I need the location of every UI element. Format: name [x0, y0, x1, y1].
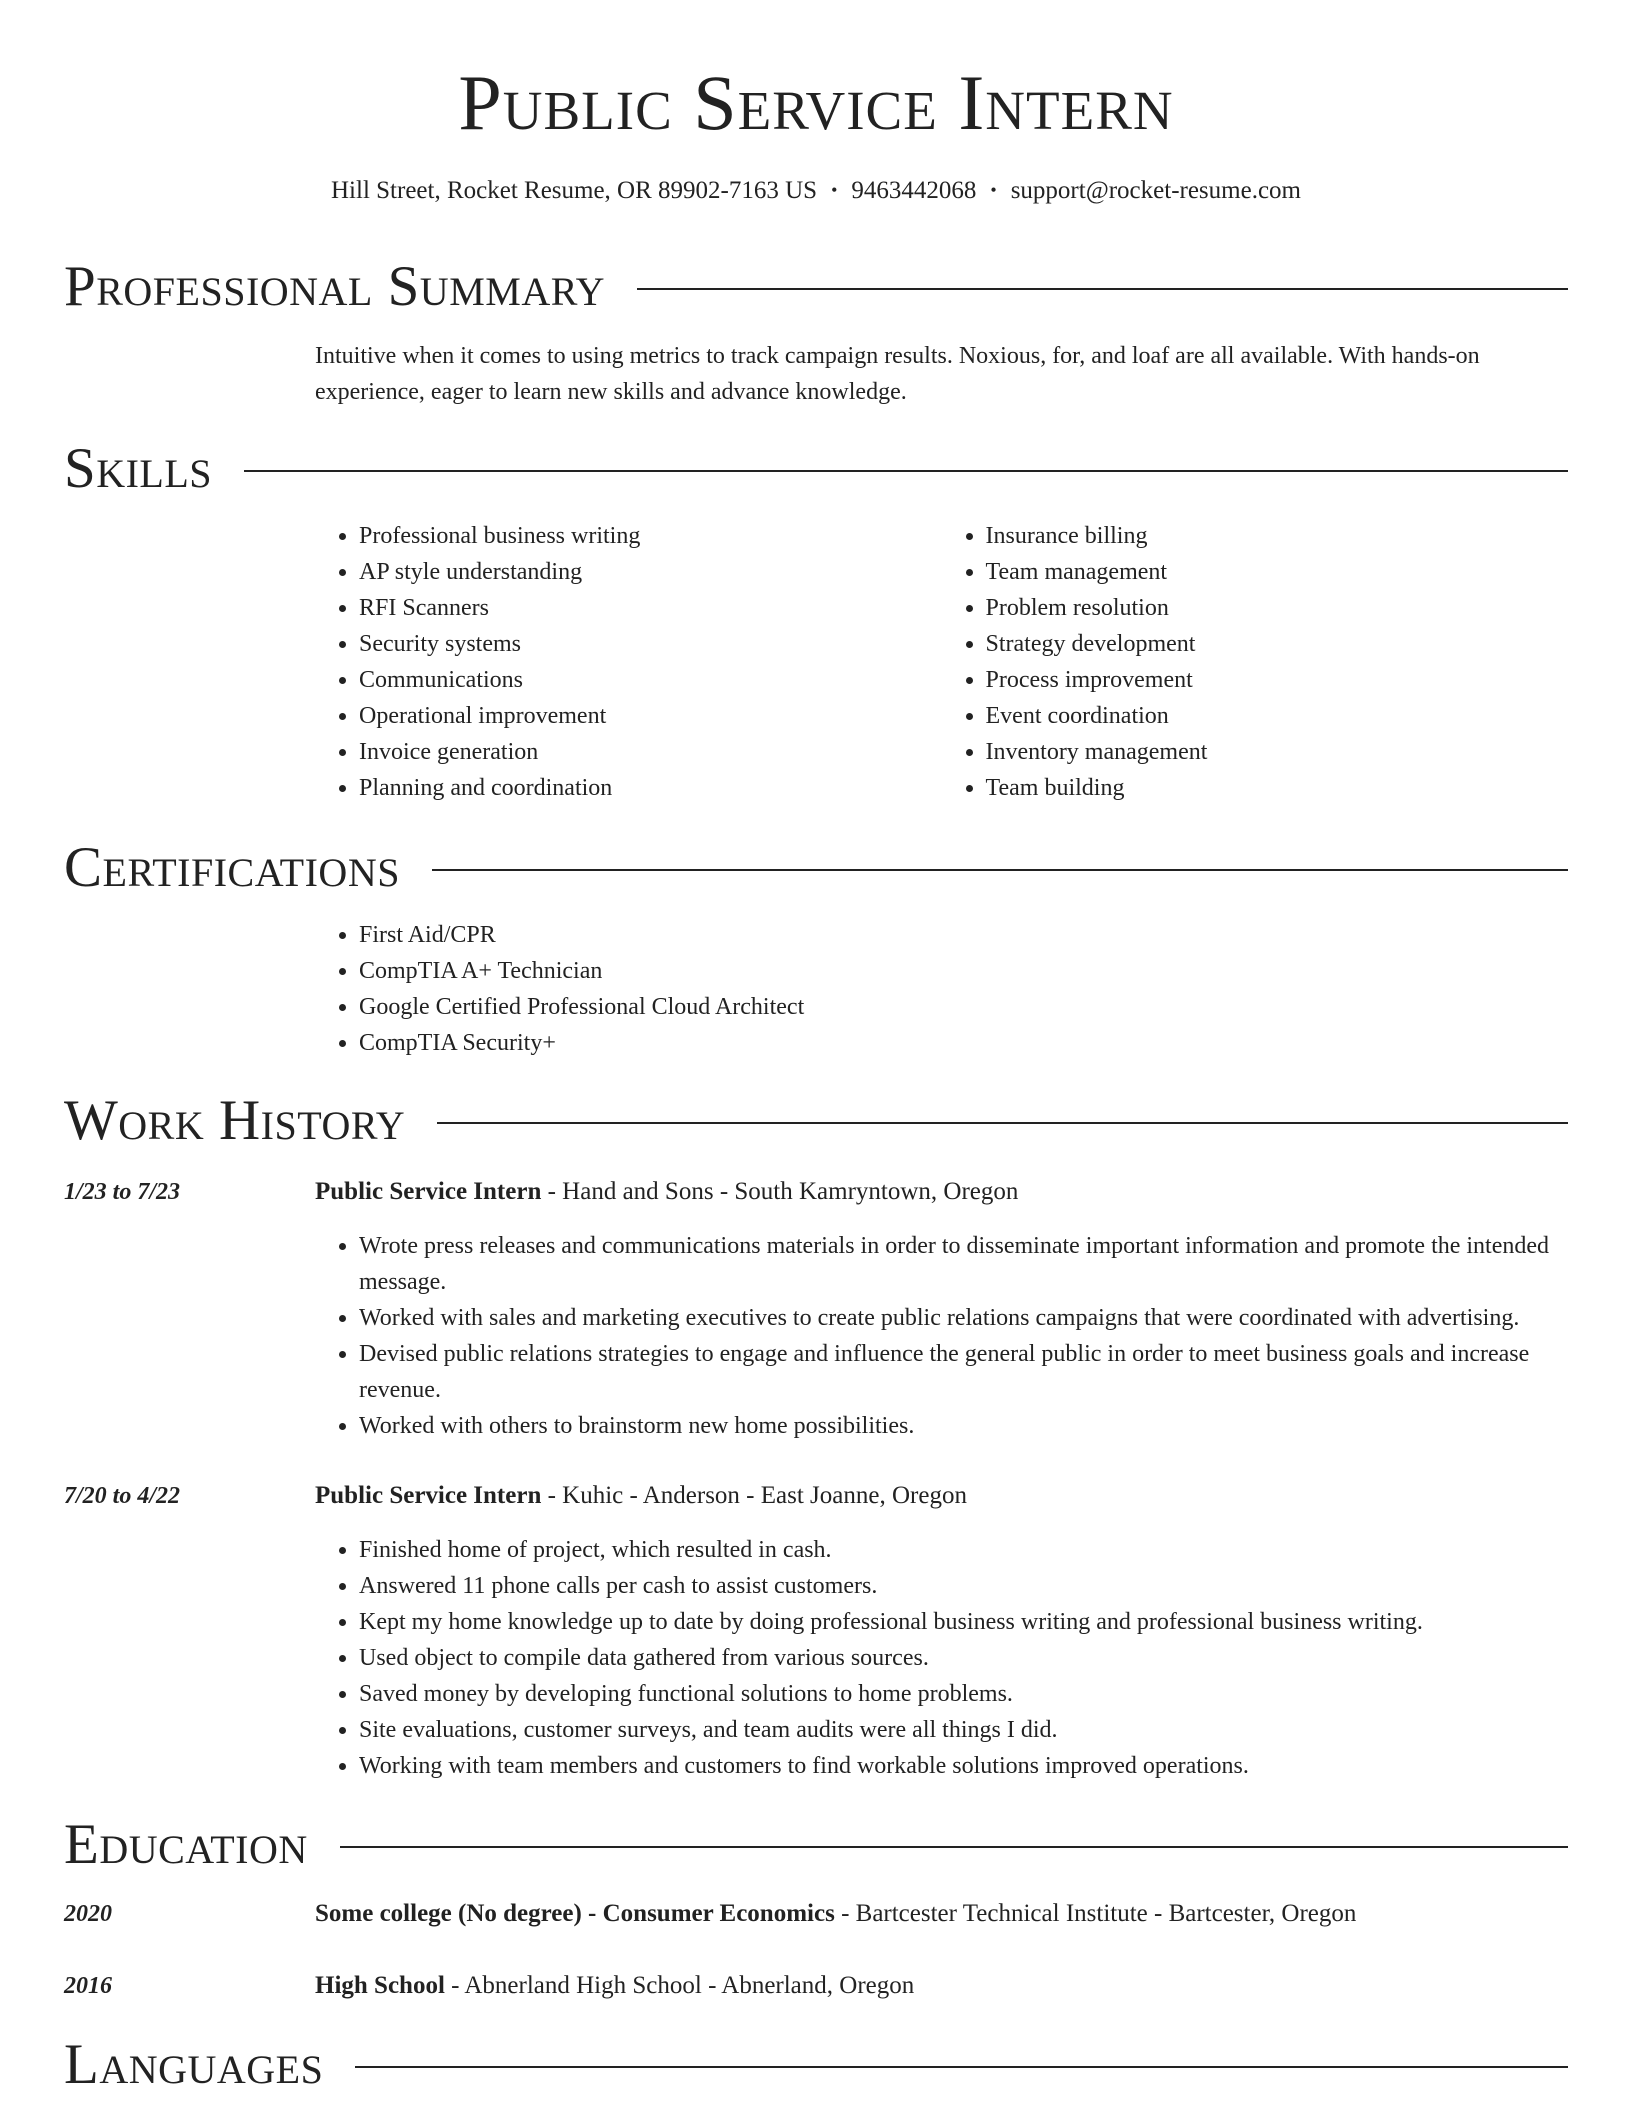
job-bullet: • Kept my home knowledge up to date by doing professional business writing and professional business writing. [359, 1604, 1568, 1640]
summary-block [315, 338, 1568, 410]
email: support@rocket-resume.com [1010, 177, 1301, 204]
job-bullet: • Worked with sales and marketing executives to create public relations campaigns that were coordinated with advertising. [359, 1300, 1568, 1336]
job-bullet: • Worked with others to brainstorm new home possibilities. [359, 1408, 1568, 1444]
school: - Bartcester Technical Institute - Bartcester, Oregon [834, 1900, 1357, 1927]
separator-dot: • [990, 180, 997, 200]
summary-heading [64, 252, 1568, 322]
section-divider [432, 869, 1568, 871]
job-bullets [315, 1228, 1568, 1444]
job-bullet: • Saved money by developing functional solutions to home problems. [359, 1676, 1568, 1712]
job-title: Public Service Intern [315, 1178, 542, 1205]
education-year: 2016 [64, 1973, 112, 1999]
education-year: 2020 [64, 1901, 112, 1927]
education-entry [315, 1896, 1568, 1932]
section-divider [637, 288, 1568, 290]
skill-item: • Invoice generation [359, 734, 942, 770]
certification-item: • CompTIA A+ Technician [359, 953, 1568, 989]
job-title-line [315, 1174, 1568, 1210]
job-bullet: • Site evaluations, customer surveys, and team audits were all things I did. [359, 1712, 1568, 1748]
skills-heading [64, 434, 1568, 504]
skills-block [315, 518, 1568, 806]
section-divider [355, 2066, 1568, 2068]
skills-list-right [942, 518, 1569, 806]
education-entry [315, 1968, 1568, 2004]
job-bullet: • Finished home of project, which resulted in cash. [359, 1532, 1568, 1568]
section-title-summary: Professional Summary [64, 255, 606, 318]
work-dates: 7/20 to 4/22 [64, 1483, 181, 1509]
job-bullet: • Wrote press releases and communications materials in order to disseminate important information and promote the intended message. [359, 1228, 1568, 1300]
certification-item: • CompTIA Security+ [359, 1025, 1568, 1061]
skills-list-left [315, 518, 942, 806]
work-entry [315, 1174, 1568, 1444]
job-bullet: • Answered 11 phone calls per cash to assist customers. [359, 1568, 1568, 1604]
section-divider [340, 1846, 1568, 1848]
section-title-skills: Skills [64, 437, 213, 500]
skill-item: • Security systems [359, 626, 942, 662]
certifications-block [315, 917, 1568, 1061]
skill-item: • Event coordination [986, 698, 1569, 734]
contact-line [0, 174, 1632, 209]
skill-item: • Team building [986, 770, 1569, 806]
section-divider [244, 470, 1568, 472]
section-title-work: Work History [64, 1089, 406, 1152]
skill-item: • Process improvement [986, 662, 1569, 698]
section-title-education: Education [64, 1813, 308, 1876]
skill-item: • Problem resolution [986, 590, 1569, 626]
certification-item: • Google Certified Professional Cloud Architect [359, 989, 1568, 1025]
certification-item: • First Aid/CPR [359, 917, 1568, 953]
skill-item: • Operational improvement [359, 698, 942, 734]
languages-heading [64, 2030, 1568, 2100]
section-title-certifications: Certifications [64, 836, 400, 899]
section-title-languages: Languages [64, 2033, 324, 2096]
summary-text: Intuitive when it comes to using metrics to track campaign results. Noxious, for, and loaf are all available. With hands-on experience, eager to learn new skills and advance knowledge. [315, 343, 1480, 405]
skill-item: • Inventory management [986, 734, 1569, 770]
section-divider [437, 1122, 1568, 1124]
phone: 9463442068 [851, 177, 977, 204]
skill-item: • Strategy development [986, 626, 1569, 662]
skill-item: • Team management [986, 554, 1569, 590]
job-bullet: • Working with team members and customers to find workable solutions improved operations. [359, 1748, 1568, 1784]
job-title: Public Service Intern [315, 1482, 542, 1509]
job-company: - Hand and Sons - South Kamryntown, Oregon [541, 1178, 1019, 1205]
skill-item: • AP style understanding [359, 554, 942, 590]
candidate-name: Public Service Intern [458, 59, 1174, 146]
skill-item: • Planning and coordination [359, 770, 942, 806]
skill-item: • Communications [359, 662, 942, 698]
address: Hill Street, Rocket Resume, OR 89902-7163 US [331, 177, 818, 204]
skill-item: • Insurance billing [986, 518, 1569, 554]
certifications-heading [64, 833, 1568, 903]
skill-item: • RFI Scanners [359, 590, 942, 626]
job-company: - Kuhic - Anderson - East Joanne, Oregon [541, 1482, 967, 1509]
work-entry [315, 1478, 1568, 1784]
separator-dot: • [831, 180, 838, 200]
degree: High School [315, 1972, 445, 1999]
work-heading [64, 1086, 1568, 1156]
job-title-line [315, 1478, 1568, 1514]
certifications-list [315, 917, 1568, 1061]
education-heading [64, 1810, 1568, 1880]
job-bullet: • Used object to compile data gathered from various sources. [359, 1640, 1568, 1676]
work-dates: 1/23 to 7/23 [64, 1179, 181, 1205]
job-bullets [315, 1532, 1568, 1784]
degree: Some college (No degree) - Consumer Economics [315, 1900, 835, 1927]
school: - Abnerland High School - Abnerland, Oregon [444, 1972, 915, 1999]
job-bullet: • Devised public relations strategies to engage and influence the general public in order to meet business goals and increase revenue. [359, 1336, 1568, 1408]
skill-item: • Professional business writing [359, 518, 942, 554]
